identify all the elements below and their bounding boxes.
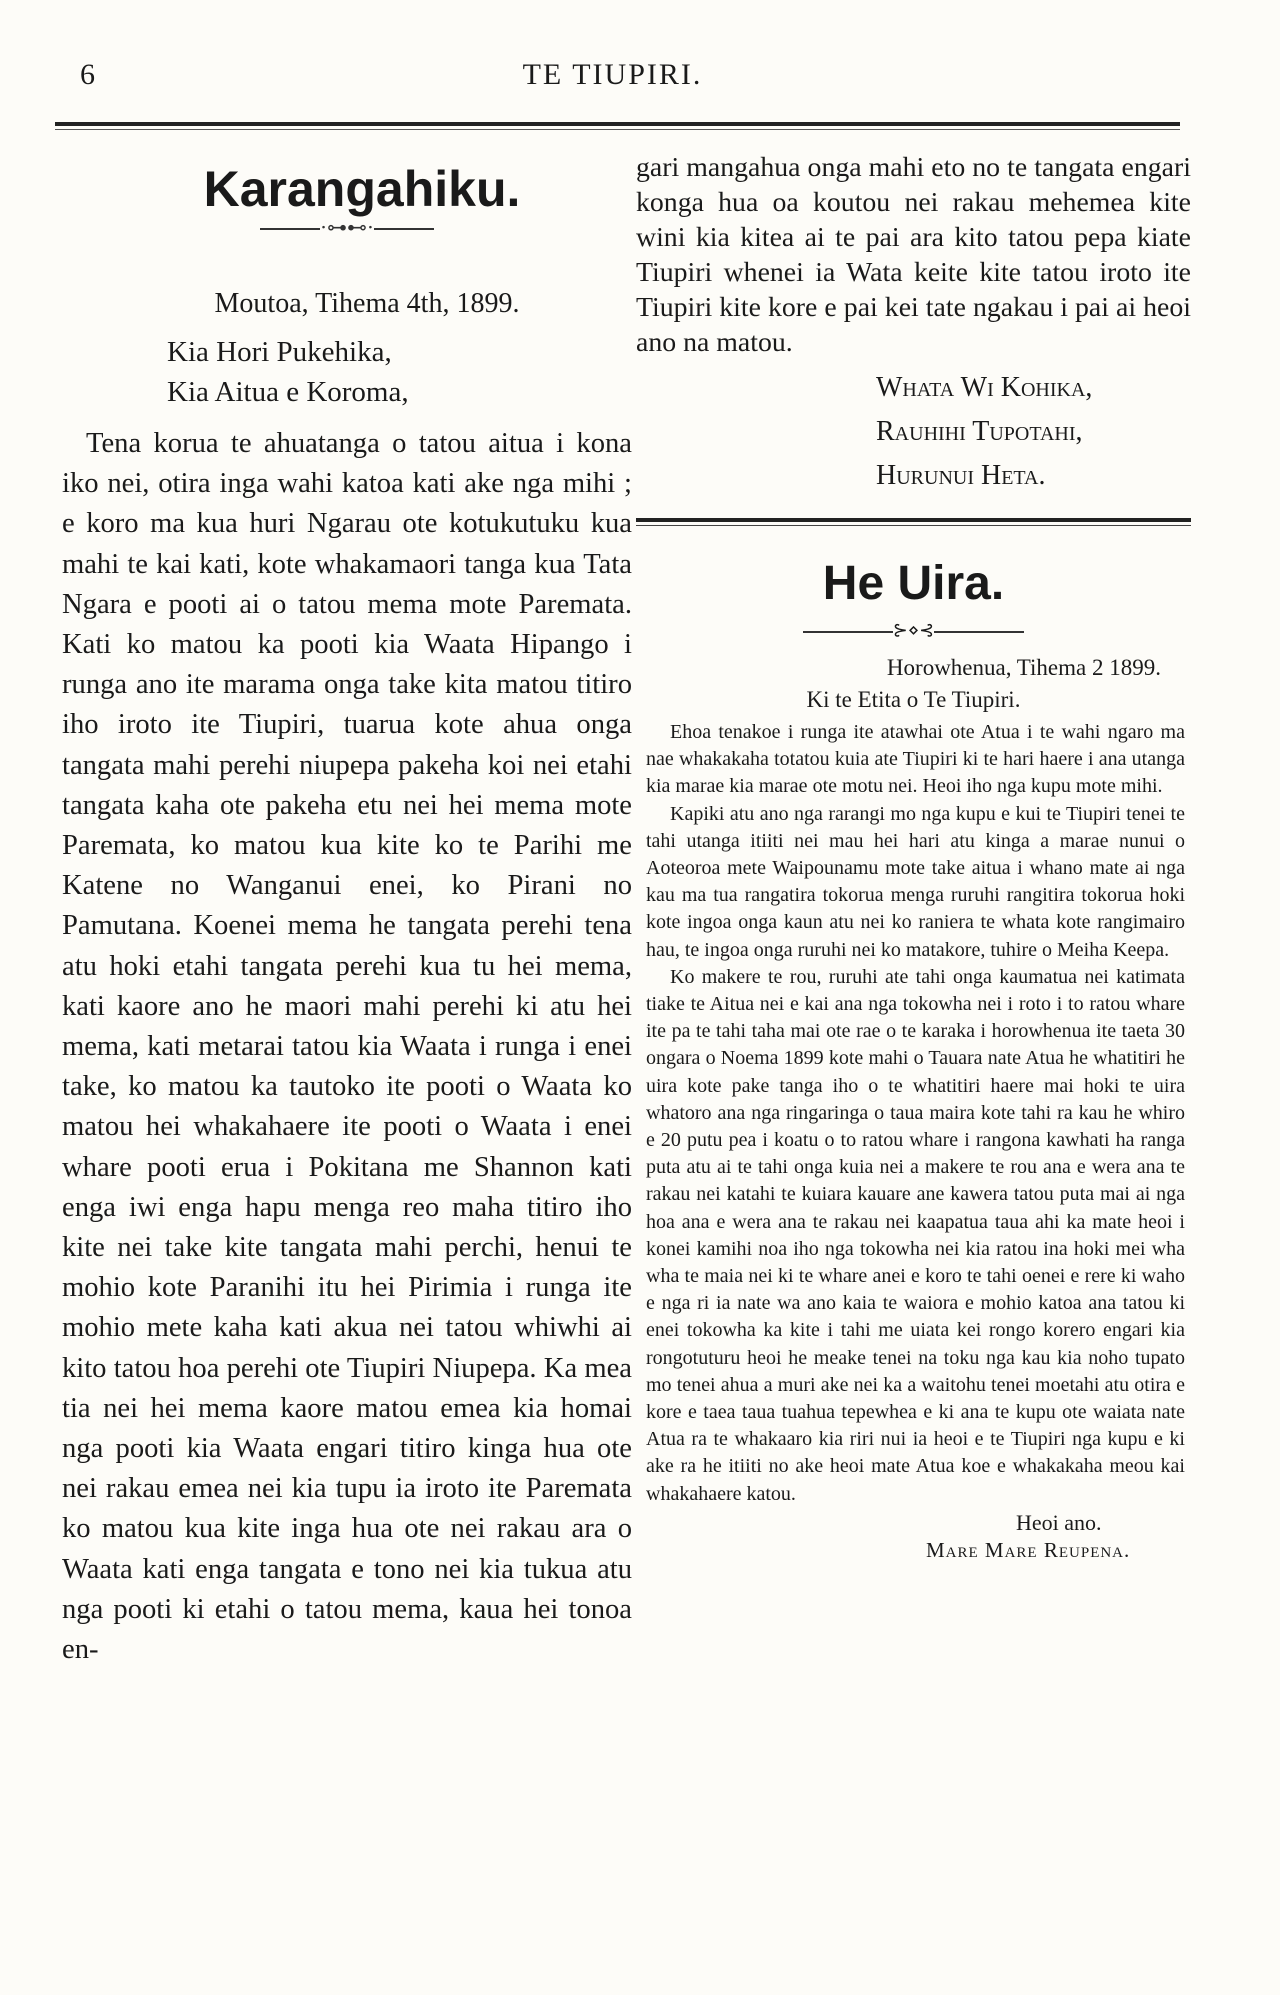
- article-heading-karangahiku: Karangahiku.: [203, 161, 521, 217]
- page-number: 6: [80, 58, 95, 91]
- header-rule-thin: [55, 129, 1180, 130]
- signature-1: Whata Wi Kohika,: [876, 372, 1093, 403]
- paragraph-1: Ehoa tenakoe i runga ite atawhai ote Atua i te wahi ngaro ma nae whakakaha totatou kuia ate Tiupiri ki te hari haere i ana utanga kia marae kia marae ote motu nei. Heoi iho nga kupu mote mihi.: [646, 721, 1185, 798]
- newspaper-title: TE TIUPIRI.: [522, 58, 703, 91]
- letter-addressee: Ki te Etita o Te Tiupiri.: [806, 687, 1021, 712]
- header-rule: [55, 122, 1180, 126]
- article-heading-he-uira: He Uira.: [822, 557, 1005, 610]
- heading-ornament: ⋅⊶⊷⋅: [62, 218, 632, 238]
- paragraph-3: Ko makere te rou, ruruhi ate tahi onga kaumatua nei katimata tiake te Aitua nei e kai ana nga tokowha nei i roto i to ratou whare ite pa te tahi taha mai ote rae o te karaka i horowhenua ite taeta 30 ongara o Noema 1899 kote mahi o Tauara nate Atua he whatitiri he uira kote pake tanga iho o te whatitiri haere mai hoki te uira whatoro ana nga ringaringa o taua maira kote tahi ra kau he whiro e 20 putu pea i koatu o to ratou whare i rangona kawhati ha ranga puta atu ai te tahi onga kuia nei a makere te rou ana e wera ana te rakau nei katahi te kuiara kauare ane kawera tatou puta mai ai nga hoa ana e wera ana te rakau nei kaapatua taua ahi ka mate heoi i konei kamihi noa iho nga tokowha nei kia ratou ina hoki mei wha wha te maia nei ki te whare anei e koro te tahi oenei e rere ki waho e nga ri ia nate wa ano kaia te waiora e mohio katoa ana tatou ki enei tokowha ka kite i tahi me uiata kei rongo korero engari kia rongotuturu heoi he meake tenei na toku nga kau kia noho tupato mo tenei ahua a muri ake nei ka a waitohu tenei moetahi atu otira e kore e taea taua tuahua tepewhea e ki ana te kupu ote waiata nate Atua ra te whakaaro kia riri nui ia heoi e te Tiupiri nga kupu e ki ake ra he itiiti no ake heoi mate Atua koe e whakakaha meou kai whakahaere katou.: [646, 965, 1185, 1505]
- right-column: [636, 150, 1191, 1563]
- section-divider: [636, 518, 1191, 526]
- signature-block: [876, 366, 1191, 498]
- letter-dateline-2: Horowhenua, Tihema 2 1899.: [886, 655, 1161, 680]
- letter-continuation: gari mangahua onga mahi eto no te tangata engari konga hua oa koutou nei rakau mehemea kite wini kia kitea ai te pai ara kito tatou pepa kiate Tiupiri whenei ia Wata keite kite tatou iroto ite Tiupiri kite kore e pai kei tate ngakau i pai ai heoi ano na matou.: [636, 152, 1191, 358]
- left-column: [62, 150, 632, 1670]
- author-signature: Mare Mare Reupena.: [926, 1537, 1131, 1562]
- salutation-1: Kia Hori Pukehika,: [167, 336, 392, 368]
- paragraph-2: Kapiki atu ano nga rarangi mo nga kupu e kui te Tiupiri tenei te tahi utanga itiiti nei mau hei hari atu kinga a marae nunui o Aoteoroa mete Waipounamu mote take aitua i whano mate ai nga kau ma tua rangatira tokorua menga ruruhi rangitira tokorua hoki kote ingoa onga kaun atu nei ko raniera te whata kote rangimairo hau, te ingoa onga ruruhi nei ko matakore, tuhire o Meiha Keepa.: [646, 802, 1185, 961]
- signature-3: Hurunui Heta.: [876, 460, 1046, 491]
- letter-body: Tena korua te ahuatanga o tatou aitua i kona iko nei, otira inga wahi katoa kati ake nga mihi ; e koro ma kua huri Ngarau ote kotukutuku kua mahi te kai kati, kote whakamaori tanga kua Tata Ngara e pooti ai o tatou mema mote Paremata. Kati ko matou ka pooti kia Waata Hipango i runga ano ite marama onga take kita matou titiro iho iroto ite Tiupiri, tuarua kote ahua onga tangata mahi perehi niupepa pakeha koi nei etahi tangata kaha ote pakeha etu nei hei mema mote Paremata, ko matou kua kite ko te Parihi me Katene no Wanganui enei, ko Pirani no Pamutana. Koenei mema he tangata perehi tena atu hoki etahi tangata perehi kua tu hei mema, kati kaore ano he maori mahi perehi ki atu hei mema, kati metarai tatou kia Waata i runga i enei take, ko matou ka tautoko ite pooti o Waata ko matou hei whakahaere ite pooti o Waata i enei whare pooti erua i Pokitana me Shannon kati enga iwi enga hapu menga reo maha titiro iho kite nei take kite tangata mahi perchi, henui te mohio kote Paranihi itu hei Pirimia i runga ite mohio mete kaha kati akua nei tatou whiwhi ai kito tatou hoa perehi ote Tiupiri Niupepa. Ka mea tia nei hei mema kaore matou emea kia homai nga pooti kia Waata engari titiro kinga hua ote nei rakau emea nei kia tupu ia iroto ite Paremata ko matou kua kite inga hua ote nei rakau ara o Waata kati enga tangata e tono nei kia tukua atu nga pooti ki etahi o tatou mema, kaua hei tonoa en-: [62, 428, 632, 1666]
- page-header: [0, 58, 1280, 98]
- letter-dateline: Moutoa, Tihema 4th, 1899.: [214, 288, 520, 319]
- signature-2: Rauhihi Tupotahi,: [876, 416, 1083, 447]
- heading-ornament-2: ⊱⋄⊰: [636, 619, 1191, 641]
- closing: Heoi ano.: [1016, 1509, 1102, 1535]
- salutation-2: Kia Aitua e Koroma,: [167, 376, 409, 408]
